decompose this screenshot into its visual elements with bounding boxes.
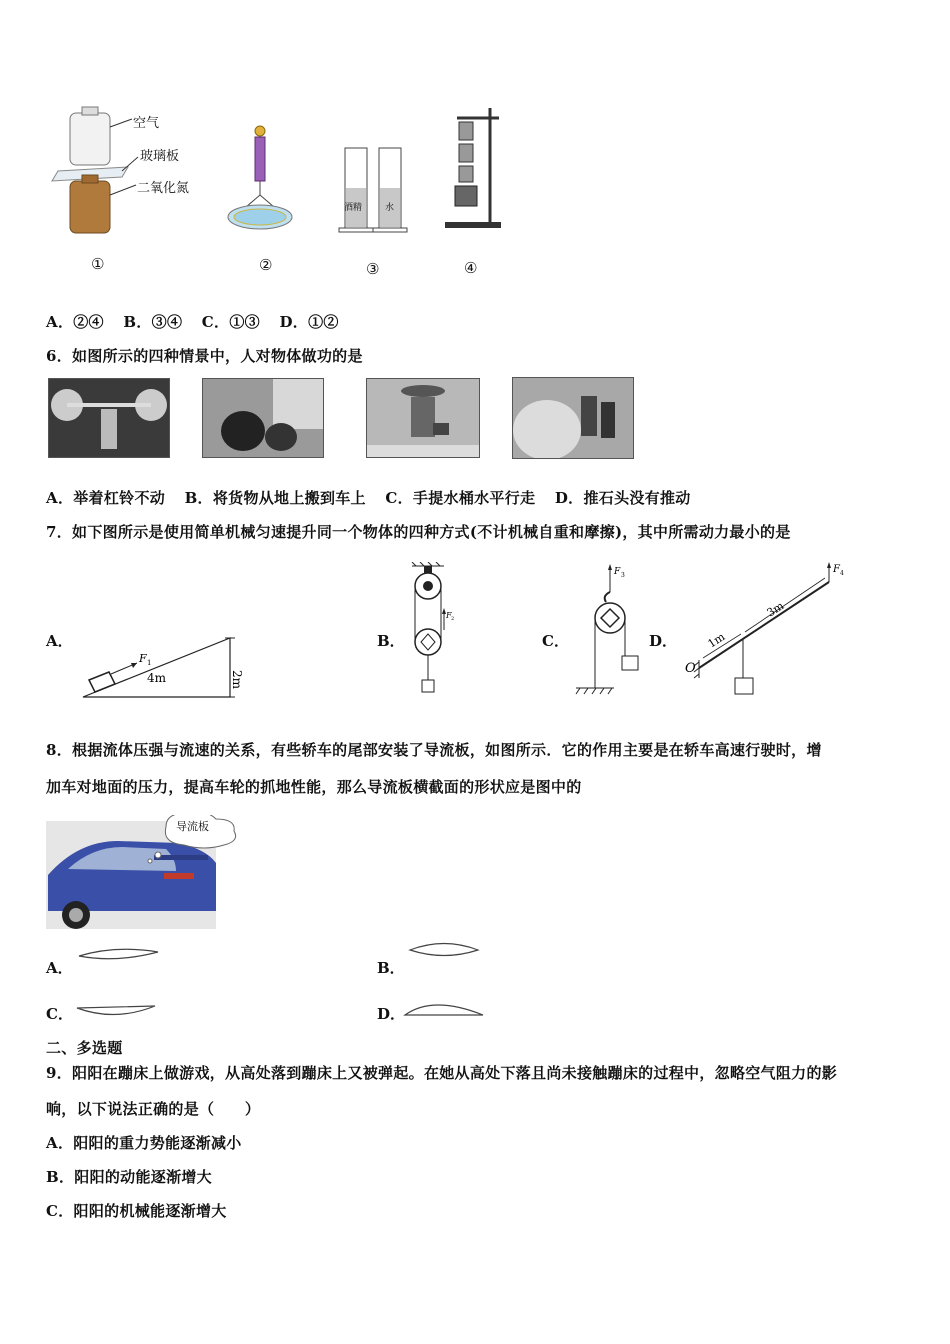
fig-a-slope-length: 4m — [147, 671, 167, 685]
q6-option-b[interactable]: B．将货物从地上搬到车上 — [184, 489, 366, 507]
fig-b-force: F — [446, 611, 452, 620]
label-alcohol: 酒精 — [344, 203, 363, 213]
q6-option-c[interactable]: C．手提水桶水平行走 — [385, 489, 536, 507]
q9-stem-line1: 9．阳阳在蹦床上做游戏，从高处落到蹦床上又被弹起。在她从高处下落且尚未接触蹦床的过程中，忽略空气阻力的影 — [46, 1064, 838, 1082]
q9-option-c[interactable]: C．阳阳的机械能逐渐增大 — [46, 1202, 227, 1220]
q5-option-c[interactable]: C．①③ — [201, 313, 260, 331]
q9-option-b[interactable]: B．阳阳的动能逐渐增大 — [46, 1168, 212, 1186]
q7-option-d-label[interactable]: D． — [649, 632, 678, 650]
q6-photo-carrying-bucket — [366, 378, 480, 458]
q7-figure-pulley-block — [398, 562, 468, 702]
q8-shape-a[interactable] — [76, 944, 162, 966]
label-air: 空气 — [133, 116, 160, 131]
q8-shape-c[interactable] — [75, 1000, 157, 1020]
q6-options — [46, 487, 705, 508]
q6-photo-pushing-rock — [512, 377, 634, 459]
fig-a-force: F — [139, 652, 147, 665]
section-title-multiple-choice: 二、多选题 — [46, 1039, 123, 1057]
q8-stem-line1: 8．根据流体压强与流速的关系，有些轿车的尾部安装了导流板，如图所示．它的作用主要是在轿车高速行驶时，增 — [46, 741, 822, 759]
q8-shape-b[interactable] — [406, 940, 482, 962]
fig-d-force: F — [833, 564, 840, 575]
q5-figure-3 — [335, 140, 415, 285]
fig-d-short-arm: 1m — [705, 630, 728, 651]
q7-stem: 7．如下图所示是使用简单机械匀速提升同一个物体的四种方式(不计机械自重和摩擦)，其中所需动力最小的是 — [46, 523, 791, 541]
figure-number-3: ③ — [366, 260, 380, 278]
q9-option-a[interactable]: A．阳阳的重力势能逐渐减小 — [46, 1134, 242, 1152]
figure-number-4: ④ — [464, 259, 478, 277]
label-no2: 二氧化氮 — [137, 181, 190, 196]
q5-option-d[interactable]: D．①② — [279, 313, 339, 331]
q6-photo-barbell — [48, 378, 170, 458]
fig-b-force-sub: 2 — [451, 616, 455, 622]
q8-option-b-label[interactable]: B． — [377, 959, 405, 977]
q5-option-b[interactable]: B．③④ — [123, 313, 183, 331]
q5-figure-4 — [435, 100, 515, 285]
q6-photo-lifting-goods — [202, 378, 324, 458]
fig-c-force: F — [614, 567, 621, 577]
q8-car-photo — [46, 815, 238, 930]
q8-option-d-label[interactable]: D． — [377, 1005, 406, 1023]
figure-number-2: ② — [259, 256, 273, 274]
q6-option-a[interactable]: A．举着杠铃不动 — [46, 489, 166, 507]
fig-a-height: 2m — [230, 670, 244, 690]
q7-option-a-label[interactable]: A． — [46, 632, 73, 650]
q7-figure-movable-pulley — [570, 560, 650, 700]
q8-shape-d[interactable] — [403, 997, 485, 1019]
fig-d-force-sub: 4 — [840, 570, 844, 577]
figure-number-1: ① — [91, 255, 105, 273]
q5-option-a[interactable]: A．②④ — [46, 313, 104, 331]
fig-a-force-sub: 1 — [147, 659, 152, 667]
q8-bubble-label: 导流板 — [176, 820, 209, 833]
q8-option-c-label[interactable]: C． — [46, 1005, 73, 1023]
q6-option-d[interactable]: D．推石头没有推动 — [554, 489, 691, 507]
q5-figure-1 — [40, 105, 210, 280]
q5-options — [46, 311, 353, 332]
q7-option-c-label[interactable]: C． — [542, 632, 569, 650]
q5-figure-2 — [225, 125, 325, 285]
label-water: 水 — [385, 203, 395, 213]
q9-stem-line2: 响，以下说法正确的是（ ） — [46, 1100, 261, 1118]
q8-option-a-label[interactable]: A． — [46, 959, 73, 977]
fig-d-long-arm: 3m — [764, 599, 787, 620]
q7-option-b-label[interactable]: B． — [377, 632, 405, 650]
fig-c-force-sub: 3 — [621, 572, 625, 579]
fig-d-pivot: O — [685, 661, 696, 676]
q7-figure-incline — [75, 630, 250, 705]
q8-stem-line2: 加车对地面的压力，提高车轮的抓地性能，那么导流板横截面的形状应是图中的 — [46, 778, 582, 796]
q7-figure-lever — [675, 560, 860, 700]
label-glass-plate: 玻璃板 — [140, 149, 180, 164]
q6-stem: 6．如图所示的四种情景中，人对物体做功的是 — [46, 347, 363, 365]
